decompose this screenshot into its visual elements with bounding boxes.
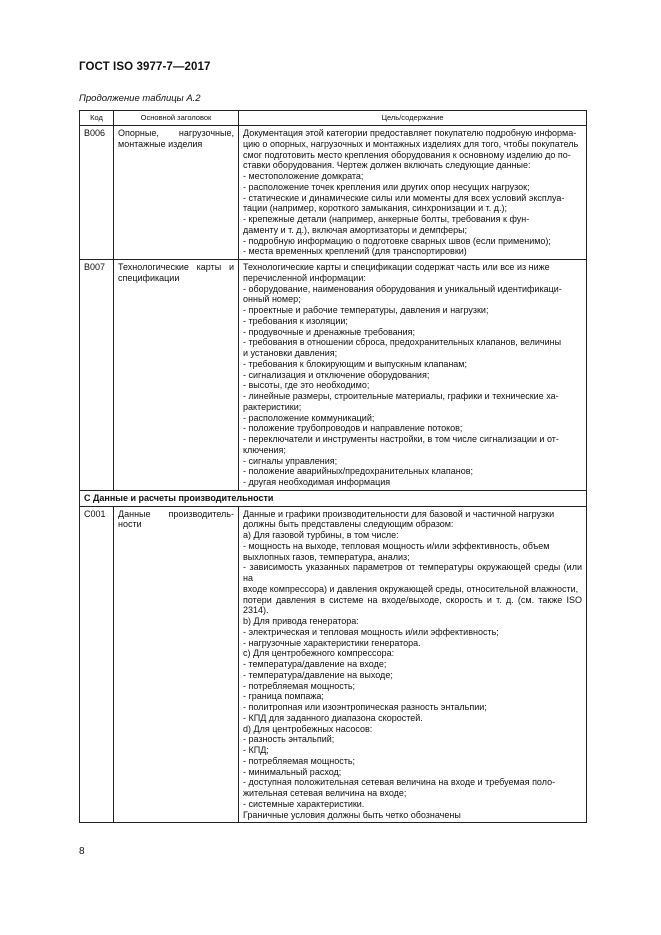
- section-title: С Данные и расчеты производительности: [80, 490, 587, 506]
- content-line: входе компрессора) и давления окружающей среды, относительной влажности,: [243, 583, 579, 594]
- content-line: - потребляемая мощность;: [243, 680, 356, 691]
- content-line: рактеристики;: [243, 401, 302, 412]
- content-line: - требования в отношении сброса, предохранительных клапанов, величины: [243, 337, 562, 348]
- content-line: - расположение коммуникаций;: [243, 412, 375, 423]
- document-title: ГОСТ ISO 3977-7—2017: [79, 61, 211, 73]
- content-line: - местоположение домкрата;: [243, 171, 364, 181]
- content-line: - разность энтальпий;: [243, 734, 335, 745]
- content-line: - температура/давление на выходе;: [243, 669, 393, 680]
- content-line: - положение трубопроводов и направление потоков;: [243, 423, 463, 434]
- content-line: Граничные условия должны быть четко обозначены: [243, 809, 461, 820]
- row-code: B006: [80, 126, 114, 260]
- content-line: - КПД для заданного диапазона скоростей.: [243, 712, 423, 723]
- content-line: b) Для привода генератора:: [243, 616, 359, 626]
- content-line: - продувочные и дренажные требования;: [243, 326, 416, 337]
- content-line: - требования к изоляции;: [243, 315, 348, 326]
- content-line: a) Для газовой турбины, в том числе:: [243, 530, 399, 540]
- content-line: - электрическая и тепловая мощность и/или эффективность;: [243, 626, 499, 637]
- column-header-code: Код: [80, 111, 114, 126]
- content-line: - расположение точек крепления или других опор несущих нагрузок;: [243, 181, 530, 192]
- content-line: - подробную информацию о подготовке сварных швов (если применимо);: [243, 235, 551, 246]
- content-line: - КПД;: [243, 745, 269, 755]
- content-line: - высоты, где это необходимо;: [243, 380, 370, 391]
- row-content: [239, 126, 587, 260]
- content-line: - сигнализация и отключение оборудования;: [243, 369, 430, 380]
- table-row: [80, 260, 587, 491]
- content-line: жительная сетевая величина на входе;: [243, 788, 407, 798]
- content-line: - потребляемая мощность;: [243, 755, 356, 766]
- content-line: даменту и т. д.), включая амортизаторы и демпферы;: [243, 224, 468, 235]
- row-heading: Опорные, нагрузочные, монтажные изделия: [114, 126, 239, 260]
- content-line: Данные и графики производительности для базовой и частичной нагрузки: [243, 508, 555, 519]
- content-line: - проектные и рабочие температуры, давления и нагрузки;: [243, 305, 489, 315]
- content-line: должны быть представлены следующим образом:: [243, 519, 454, 530]
- table-header-row: [80, 111, 587, 126]
- table-caption: Продолжение таблицы А.2: [79, 93, 201, 104]
- row-code: C001: [80, 506, 114, 823]
- content-line: - линейные размеры, строительные материалы, графики и технические ха-: [243, 391, 559, 401]
- content-line: - доступная положительная сетевая величина на входе и требуемая поло-: [243, 777, 556, 788]
- content-line: выхлопных газов, температура, анализ;: [243, 551, 410, 562]
- section-row: [80, 490, 587, 506]
- content-line: - зависимость указанных параметров от температуры окружающей среды (или на: [243, 562, 582, 583]
- content-line: - требования к блокирующим и выпускным клапанам;: [243, 358, 467, 369]
- content-line: ставки оборудования. Чертеж должен включать следующие данные:: [243, 160, 531, 171]
- page-number: 8: [79, 846, 85, 857]
- content-line: тации (например, короткого замыкания, синхронизации и т. д.);: [243, 203, 507, 214]
- specification-table: [79, 110, 587, 823]
- row-heading: Технологические карты и спецификации: [114, 260, 239, 491]
- content-line: d) Для центробежных насосов:: [243, 723, 373, 734]
- table-row: [80, 126, 587, 260]
- content-line: - температура/давление на входе;: [243, 659, 387, 669]
- row-heading: Данные производитель-ности: [114, 506, 239, 823]
- content-line: - переключатели и инструменты настройки, в том числе сигнализации и от-: [243, 434, 559, 444]
- content-line: - другая необходимая информация: [243, 477, 391, 487]
- content-line: онный номер;: [243, 294, 301, 305]
- content-line: - мощность на выходе, тепловая мощность и/или эффективность, объем: [243, 540, 550, 551]
- content-line: - положение аварийных/предохранительных клапанов;: [243, 466, 474, 477]
- content-line: - нагрузочные характеристики генератора.: [243, 637, 421, 648]
- content-line: - статические и динамические силы или моменты для всех условий эксплуа-: [243, 192, 565, 203]
- content-line: - системные характеристики.: [243, 798, 365, 809]
- content-line: - политропная или изоэнтропическая разность энтальпии;: [243, 702, 487, 712]
- row-content: [239, 506, 587, 823]
- content-line: - оборудование, наименования оборудования и уникальный идентификаци-: [243, 283, 562, 294]
- content-line: c) Для центробежного компрессора:: [243, 648, 395, 659]
- content-line: Документация этой категории предоставляет покупателю подробную информа-: [243, 128, 577, 138]
- column-header-content: Цель/содержание: [239, 111, 587, 126]
- column-header-heading: Основной заголовок: [114, 111, 239, 126]
- content-line: - сигналы управления;: [243, 455, 338, 466]
- content-line: - минимальный расход;: [243, 766, 342, 777]
- table-row: [80, 506, 587, 823]
- content-line: цию о опорных, нагрузочных и монтажных изделиях для того, чтобы покупатель: [243, 138, 579, 149]
- content-line: перечисленной информации:: [243, 272, 366, 283]
- row-content: [239, 260, 587, 491]
- content-line: - крепежные детали (например, анкерные болты, требования к фун-: [243, 214, 530, 224]
- content-line: ключения;: [243, 444, 286, 455]
- row-code: B007: [80, 260, 114, 491]
- content-line: - граница помпажа;: [243, 691, 324, 702]
- content-line: смог подготовить место крепления оборудования к основному изделию до по-: [243, 149, 571, 160]
- content-line: - места временных креплений (для транспортировки): [243, 246, 467, 257]
- content-line: Технологические карты и спецификации содержат часть или все из ниже: [243, 262, 550, 272]
- content-line: и установки давления;: [243, 348, 338, 358]
- content-line: потери давления в системе на входе/выходе, скорость и т. д. (см. также ISO 2314).: [243, 594, 582, 616]
